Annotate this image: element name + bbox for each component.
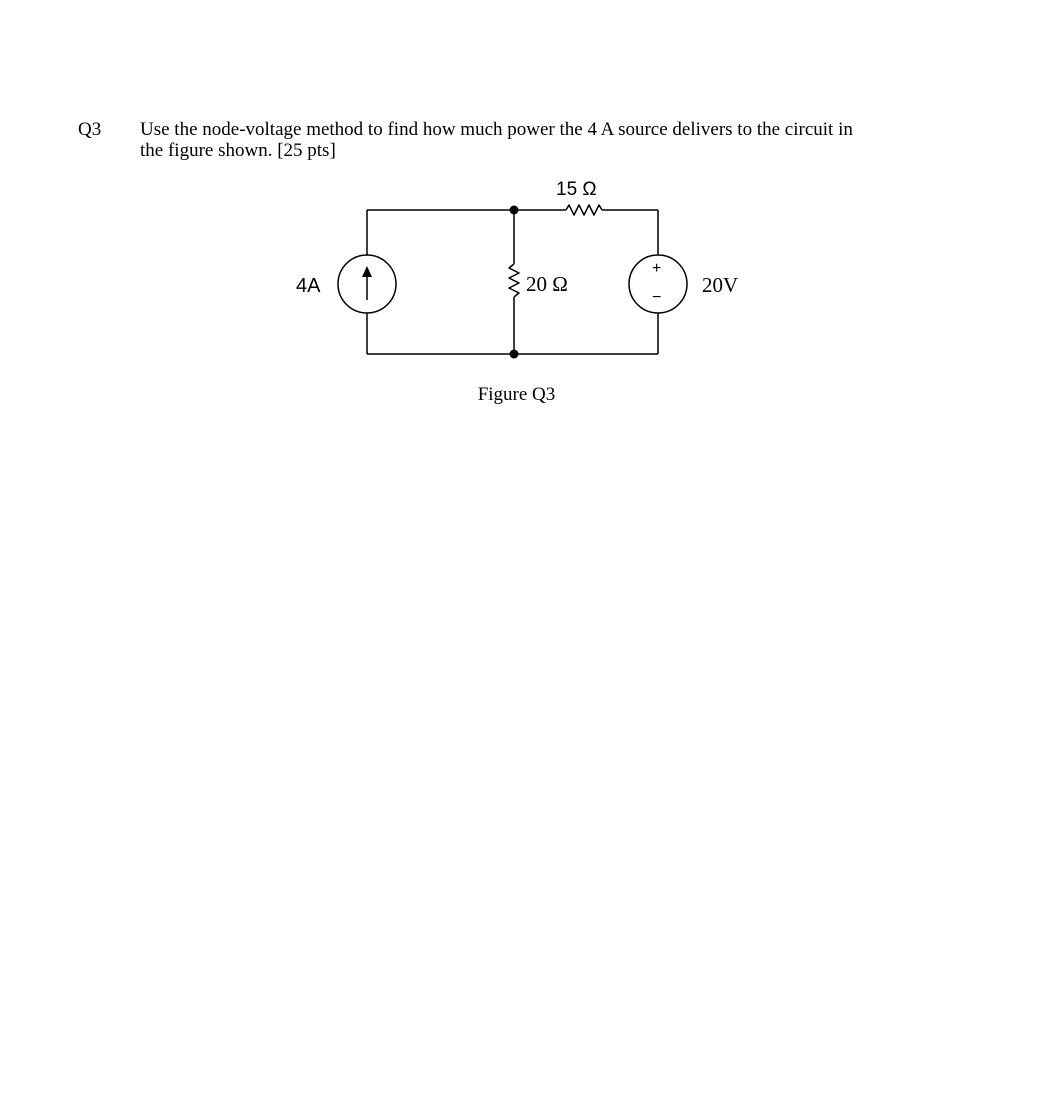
node-top bbox=[510, 206, 519, 215]
resistor-middle-label: 20 Ω bbox=[526, 272, 568, 296]
circuit-diagram bbox=[0, 0, 1042, 420]
question-text-line-1: Use the node-voltage method to find how much power the 4 A source delivers to the circuit in bbox=[140, 119, 853, 140]
resistor-top-label: 15 Ω bbox=[556, 179, 597, 200]
node-bottom bbox=[510, 350, 519, 359]
resistor-20-ohm bbox=[509, 264, 519, 297]
voltage-source-label: 20V bbox=[702, 273, 739, 297]
current-source-label: 4A bbox=[296, 275, 321, 297]
resistor-15-ohm bbox=[566, 205, 602, 215]
question-number: Q3 bbox=[78, 119, 102, 140]
figure-caption: Figure Q3 bbox=[477, 384, 556, 405]
voltage-minus-sign: − bbox=[652, 289, 662, 306]
voltage-plus-sign: + bbox=[652, 260, 662, 277]
current-arrow-head-icon bbox=[362, 266, 372, 277]
question-text-line-2: the figure shown. [25 pts] bbox=[140, 140, 336, 161]
